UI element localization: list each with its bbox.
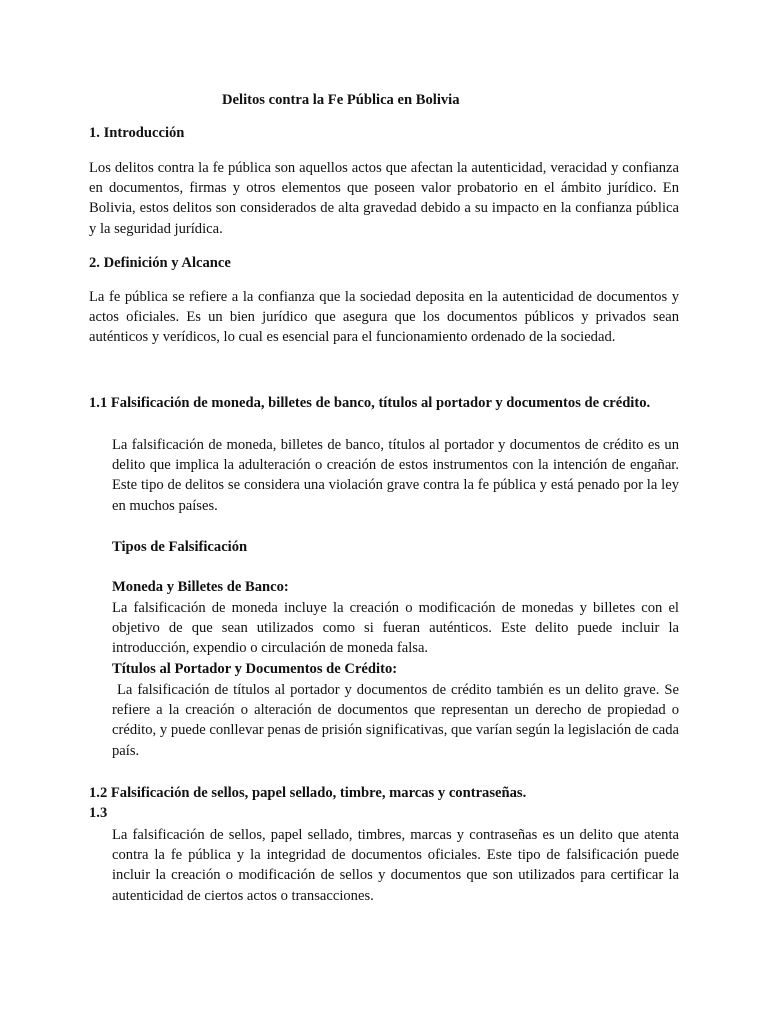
section-number-1-3: 1.3 [89,805,108,821]
paragraph-introduccion: Los delitos contra la fe pública son aquellos actos que afectan la autenticidad, veracidad y confianza en documentos, firmas y otros elementos que poseen valor probatorio en el ámbito jurídico. En Bolivia, estos delitos son considerados de alta gravedad debido a su impacto en la confianza pública y la seguridad jurídica. [89,160,679,237]
item-label-moneda: Moneda y Billetes de Banco: [112,579,289,595]
item-label-titulos: Títulos al Portador y Documentos de Crédito: [112,661,398,677]
paragraph-1-1: La falsificación de moneda, billetes de banco, títulos al portador y documentos de crédito es un delito que implica la adulteración o creación de estos instrumentos con la intención de engañar. Este tipo de delitos se considera una violación grave contra la fe pública y está penado por la ley en muchos países. [112,437,679,514]
item-text-titulos: La falsificación de títulos al portador y documentos de crédito también es un delito grave. Se refiere a la creación o alteración de documentos que representan un derecho de propiedad o crédito, y puede conllevar penas de prisión significativas, que varían según la legislación de cada país. [112,682,683,759]
section-heading-definicion: 2. Definición y Alcance [89,255,231,271]
item-text-moneda: La falsificación de moneda incluye la creación o modificación de monedas y billetes con el objetivo de que sean utilizados como si fueran auténticos. Este delito puede incluir la introducción, expendio o circulación de moneda falsa. [112,600,679,657]
paragraph-1-2: La falsificación de sellos, papel sellado, timbres, marcas y contraseñas es un delito que atenta contra la fe pública y la integridad de documentos oficiales. Este tipo de falsificación puede incluir la creación o modificación de sellos y documentos que son utilizados para certificar la autenticidad de ciertos actos o transacciones. [112,827,679,904]
subheading-tipos-falsificacion: Tipos de Falsificación [112,539,248,555]
section-heading-1-1: 1.1 Falsificación de moneda, billetes de banco, títulos al portador y documentos de crédito. [89,395,651,411]
section-heading-1-2: 1.2 Falsificación de sellos, papel sellado, timbre, marcas y contraseñas. [89,785,527,801]
document-title: Delitos contra la Fe Pública en Bolivia [222,92,460,108]
section-heading-introduccion: 1. Introducción [89,125,185,141]
paragraph-definicion: La fe pública se refiere a la confianza que la sociedad deposita en la autenticidad de documentos y actos oficiales. Es un bien jurídico que asegura que los documentos públicos y privados sean auténticos y verídicos, lo cual es esencial para el funcionamiento ordenado de la sociedad. [89,289,679,346]
